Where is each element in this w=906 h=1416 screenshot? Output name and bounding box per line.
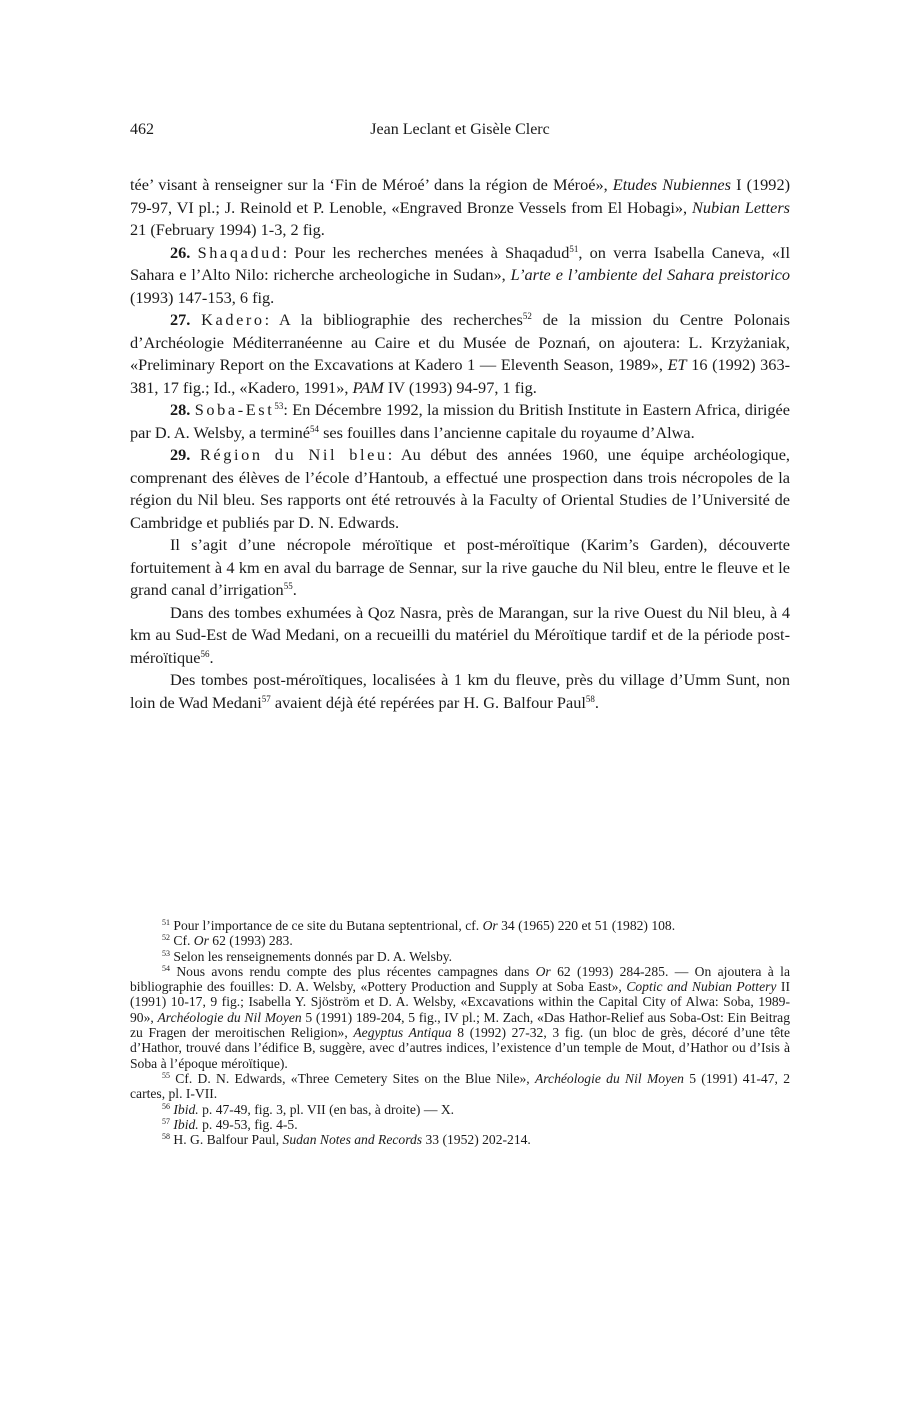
footnote-56: $^{56}$ Ibid. p. 47-49, fig. 3, pl. VII (en bas, à droite) — X. bbox=[162, 1101, 455, 1117]
section-number: 27. bbox=[170, 310, 191, 329]
paragraph: Il s’agit d’une nécropole méroïtique et post-méroïtique (Karim’s Garden), découverte fortuitement à 4 km en aval du barrage de Sennar, sur la rive gauche du Nil bleu, entre le fleuve et le grand canal d’irrigation$^{55}$. bbox=[130, 535, 790, 599]
page-number: 462 bbox=[130, 121, 154, 138]
section-title: Région du Nil bleu bbox=[199, 445, 388, 464]
section-number: 29. bbox=[170, 445, 191, 464]
footnotes bbox=[130, 918, 790, 1147]
footnote-ref: 52 bbox=[522, 311, 532, 321]
page-header bbox=[130, 121, 790, 143]
section-27: 27. Kadero: A la bibliographie des recherches$^{52}$ de la mission du Centre Polonais d’Archéologie Méditerranéenne au Caire et du Musée de Poznań, on ajoutera: L. Krzyżaniak, «Preliminary Report on the Excavations at Kadero 1 — Eleventh Season, 1989», ET 16 (1992) 363-381, 17 fig.; Id., «Kadero, 1991», PAM IV (1993) 94-97, 1 fig. bbox=[130, 310, 791, 397]
footnote-53: $^{53}$ Selon les renseignements donnés par D. A. Welsby. bbox=[162, 948, 453, 964]
section-title: Shaqadud bbox=[197, 242, 283, 262]
paragraph: Des tombes post-méroïtiques, localisées à 1 km du fleuve, près du village d’Umm Sunt, non loin de Wad Medani$^{57}$ avaient déjà été repérées par H. G. Balfour Paul$^{58}$. bbox=[130, 670, 790, 712]
footnote-58: $^{58}$ H. G. Balfour Paul, Sudan Notes and Records 33 (1952) 202-214. bbox=[162, 1132, 531, 1148]
footnote-ref: 58 bbox=[585, 693, 595, 704]
footnote-ref: 53 bbox=[274, 401, 284, 411]
footnote-ref: 51 bbox=[569, 243, 579, 254]
running-title: Jean Leclant et Gisèle Clerc bbox=[370, 121, 550, 138]
footnote-52: $^{52}$ Cf. Or 62 (1993) 283. bbox=[162, 933, 293, 949]
section-29: 29. Région du Nil bleu: Au début des années 1960, une équipe archéologique, comprenant des élèves de l’école d’Hantoub, a effectué une prospection dans trois nécropoles de la région du Nil bleu. Ses rapports ont été retrouvés à la Faculty of Oriental Studies de l’Université de Cambridge et publiés par D. N. Edwards. bbox=[130, 445, 790, 532]
section-title: Kadero bbox=[201, 310, 265, 329]
footnote-ref: 54 bbox=[310, 423, 319, 434]
section-title: Soba-Est bbox=[194, 400, 275, 419]
section-26: 26. Shaqadud: Pour les recherches menées à Shaqadud$^{51}$, on verra Isabella Caneva, «Il Sahara e l’Alto Nilo: richerche archeologiche in Sudan», L’arte e l’ambiente del Sahara preistorico (1993) 147-153, 6 fig. bbox=[130, 242, 790, 307]
paragraph: Dans des tombes exhumées à Qoz Nasra, près de Marangan, sur la rive Ouest du Nil bleu, à 4 km au Sud-Est de Wad Medani, on a recueilli du matériel du Méroïtique tardif et de la période post-méroïtique$^{56}$. bbox=[130, 602, 790, 667]
footnote-ref: 56 bbox=[200, 648, 210, 659]
main-text bbox=[130, 174, 790, 714]
footnote-54: $^{54}$ Nous avons rendu compte des plus récentes campagnes dans Or 62 (1993) 284-285. — On ajoutera à la bibliographie des fouilles: D. A. Welsby, «Pottery Production and Supply at Soba East», Coptic and Nubian Pottery II (1991) 10-17, 9 fig.; Isabella Y. Sjöström et D. A. Welsby, «Excavations within the Capital City of Alwa: Soba, 1989-90», Archéologie du Nil Moyen 5 (1991) 189-204, 5 fig., IV pl.; M. Zach, «Das Hathor-Relief aus Soba-Ost: Ein Beitrag zu Fragen der meroitischen Religion», Aegyptus Antiqua 8 (1992) 27-32, 3 fig. (un bloc de grès, décoré d’une tête d’Hathor, trouvé dans l’édifice B, suggère, avec d’autres indices, l’existence d’un temple de Mout, d’Hathor ou d’Isis à Soba à l’époque méroïtique). bbox=[130, 963, 790, 1071]
footnote-ref: 55 bbox=[283, 581, 293, 591]
section-number: 28. bbox=[170, 400, 191, 419]
footnote-57: $^{57}$ Ibid. p. 49-53, fig. 4-5. bbox=[162, 1116, 298, 1132]
intro-paragraph: tée’ visant à renseigner sur la ‘Fin de Méroé’ dans la région de Méroé», Etudes Nubiennes I (1992) 79-97, VI pl.; J. Reinold et P. Lenoble, «Engraved Bronze Vessels from El Hobagi», Nubian Letters 21 (February 1994) 1-3, 2 fig. bbox=[130, 175, 791, 239]
section-number: 26. bbox=[170, 242, 191, 262]
footnote-55: $^{55}$ Cf. D. N. Edwards, «Three Cemetery Sites on the Blue Nile», Archéologie du Nil Moyen 5 (1991) 41-47, 2 cartes, pl. I-VII. bbox=[130, 1070, 790, 1102]
footnote-ref: 57 bbox=[261, 693, 271, 704]
footnote-51: $^{51}$ Pour l’importance de ce site du Butana septentrional, cf. Or 34 (1965) 220 et 51 (1982) 108. bbox=[162, 918, 676, 933]
section-28: 28. Soba-Est$^{53}$: En Décembre 1992, la mission du British Institute in Eastern Africa, dirigée par D. A. Welsby, a terminé$^{54}$ ses fouilles dans l’ancienne capitale du royaume d’Alwa. bbox=[130, 400, 791, 442]
